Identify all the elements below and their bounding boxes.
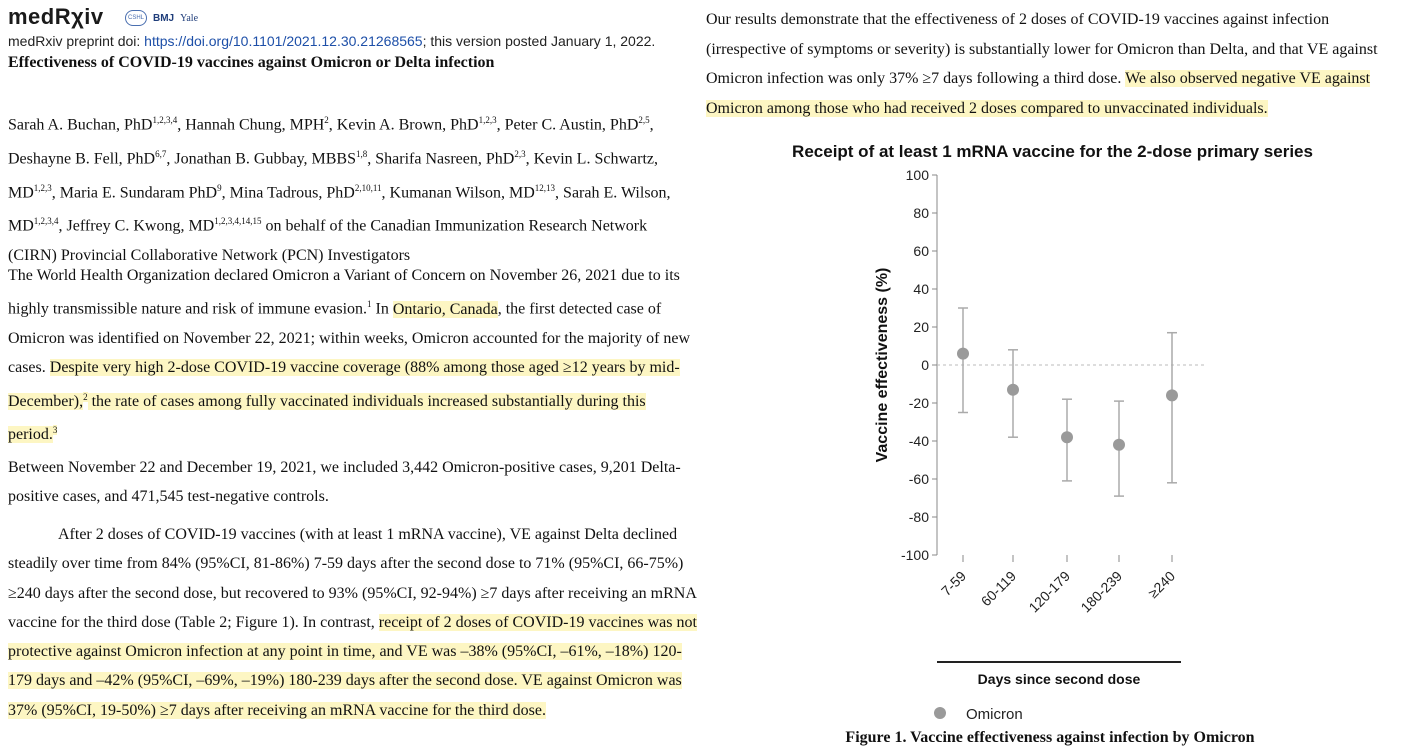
data-point [1007, 384, 1019, 396]
author-list: Sarah A. Buchan, PhD$^{1,2,3,4}$, Hannah Chung, MPH$^2$, Kevin A. Brown, PhD$^{1,2,3}$, Peter C. Austin, PhD$^{2,5}$, Deshayne B. Fell, PhD$^{6,7}$, Jonathan B. Gubbay, MBBS$^{1,8}$, Sharifa Nasreen, PhD$^{2,3}$, Kevin L. Schwartz, MD$^{1,2,3}$, Maria E. Sundaram PhD$^9$, Mina Tadrous, PhD$^{2,10,11}$, Kumanan Wilson, MD$^{12,13}$, Sarah E. Wilson, MD$^{1,2,3,4}$, Jeffrey C. Kwong, MD$^{1,2,3,4,14,15}$ on behalf of the Canadian Immunization Research Network (CIRN) Provincial Collaborative Network (PCN) Investigators [8, 115, 671, 265]
paragraph-intro: The World Health Organization declared Omicron a Variant of Concern on November 26, 2021 due to its highly transmissible nature and risk of immune evasion.$^1$ In Ontario, Canada, the first detected case of Omicron was identified on November 22, 2021; within weeks, Omicron accounted for the majority of new cases. Despite very high 2-dose COVID-19 vaccine coverage (88% among those aged ≥12 years by mid-December),$^2$ the rate of cases among fully vaccinated individuals increased substantially during this period.$^3$ [8, 267, 691, 444]
chart-title: Receipt of at least 1 mRNA vaccine for the 2-dose primary series [792, 142, 1313, 161]
ve-chart [700, 160, 1405, 730]
doi-prefix: medRxiv preprint doi: [8, 33, 145, 49]
y-tick-label: 80 [913, 205, 929, 221]
data-point [1113, 439, 1125, 451]
paper-title: Effectiveness of COVID-19 vaccines against Omicron or Delta infection [8, 54, 495, 71]
y-tick-label: 40 [913, 281, 929, 297]
x-tick-label: 60-119 [977, 567, 1020, 610]
cshl-icon: CSHL [125, 10, 147, 26]
y-tick-label: 60 [913, 243, 929, 259]
legend-marker-omicron [934, 707, 946, 719]
highlight-negative-ve: We also observed negative VE against Omicron among those who had received 2 doses compared to unvaccinated individuals. [706, 70, 1371, 117]
left-column [0, 0, 700, 755]
doi-link[interactable]: https://doi.org/10.1101/2021.12.30.21268565 [144, 33, 423, 49]
x-tick-label: 120-179 [1025, 567, 1074, 616]
affiliate-logos [125, 10, 198, 26]
data-point [1061, 431, 1073, 443]
x-axis-label: Days since second dose [977, 671, 1141, 687]
x-tick-label: 180-239 [1077, 567, 1126, 616]
y-tick-label: -60 [908, 471, 929, 487]
highlight-coverage: Despite very high 2-dose COVID-19 vaccine coverage (88% among those aged ≥12 years by mid-December), [8, 359, 680, 410]
y-tick-label: 20 [913, 319, 929, 335]
highlight-not-protective: receipt of 2 doses of COVID-19 vaccines was not protective against Omicron infection at any point in time, and VE was –38% (95%CI, –61%, –18%) 120-179 days and –42% (95%CI, –69%, –19%) 180-239 days after the second dose. VE against Omicron was 37% (95%CI, 19-50%) ≥7 days after receiving an mRNA vaccine for the third dose. [8, 613, 697, 719]
data-point [957, 348, 969, 360]
paragraph-cases: Between November 22 and December 19, 2021, we included 3,442 Omicron-positive cases, 9,201 Delta-positive cases, and 471,545 test-negative controls. [8, 459, 681, 506]
y-tick-label: -40 [908, 433, 929, 449]
paragraph-results: After 2 doses of COVID-19 vaccines (with at least 1 mRNA vaccine), VE against Delta declined steadily over time from 84% (95%CI, 81-86%) 7-59 days after the second dose to 71% (95%CI, 66-75%) ≥240 days after the second dose, but recovered to 93% (95%CI, 92-94%) ≥7 days after receiving an mRNA vaccine for the third dose (Table 2; Figure 1). In contrast, receipt of 2 doses of COVID-19 vaccines was not protective against Omicron infection at any point in time, and VE was –38% (95%CI, –61%, –18%) 120-179 days and –42% (95%CI, –69%, –19%) 180-239 days after the second dose. VE against Omicron was 37% (95%CI, 19-50%) ≥7 days after receiving an mRNA vaccine for the third dose. [8, 526, 697, 719]
y-tick-label: 0 [921, 357, 929, 373]
right-column [700, 0, 1405, 755]
y-tick-label: 100 [905, 167, 929, 183]
data-point [1166, 389, 1178, 401]
y-tick-label: -100 [900, 547, 929, 563]
medrxiv-logo[interactable]: medRχiv [8, 4, 104, 29]
bmj-logo: BMJ [153, 12, 175, 24]
doi-line [8, 33, 655, 49]
figure-caption: Figure 1. Vaccine effectiveness against infection by Omicron [845, 729, 1255, 746]
y-axis-label: Vaccine effectiveness (%) [874, 267, 891, 463]
highlight-rate: the rate of cases among fully vaccinated individuals increased substantially during this period. [8, 392, 646, 444]
y-tick-label: -80 [908, 509, 929, 525]
y-tick-label: -20 [908, 395, 929, 411]
yale-logo: Yale [180, 12, 199, 24]
x-tick-label: ≥240 [1144, 567, 1179, 602]
highlight-ontario: Ontario, Canada [392, 300, 498, 318]
paragraph-conclusion: Our results demonstrate that the effectiveness of 2 doses of COVID-19 vaccines against infection (irrespective of symptoms or severity) is substantially lower for Omicron than Delta, and that VE against Omicron infection was only 37% ≥7 days following a third dose. We also observed negative VE against Omicron among those who had received 2 doses compared to unvaccinated individuals. [706, 11, 1378, 117]
x-tick-label: 7-59 [937, 567, 970, 599]
doi-suffix: ; this version posted January 1, 2022. [422, 33, 656, 49]
legend-label-omicron: Omicron [966, 706, 1023, 723]
